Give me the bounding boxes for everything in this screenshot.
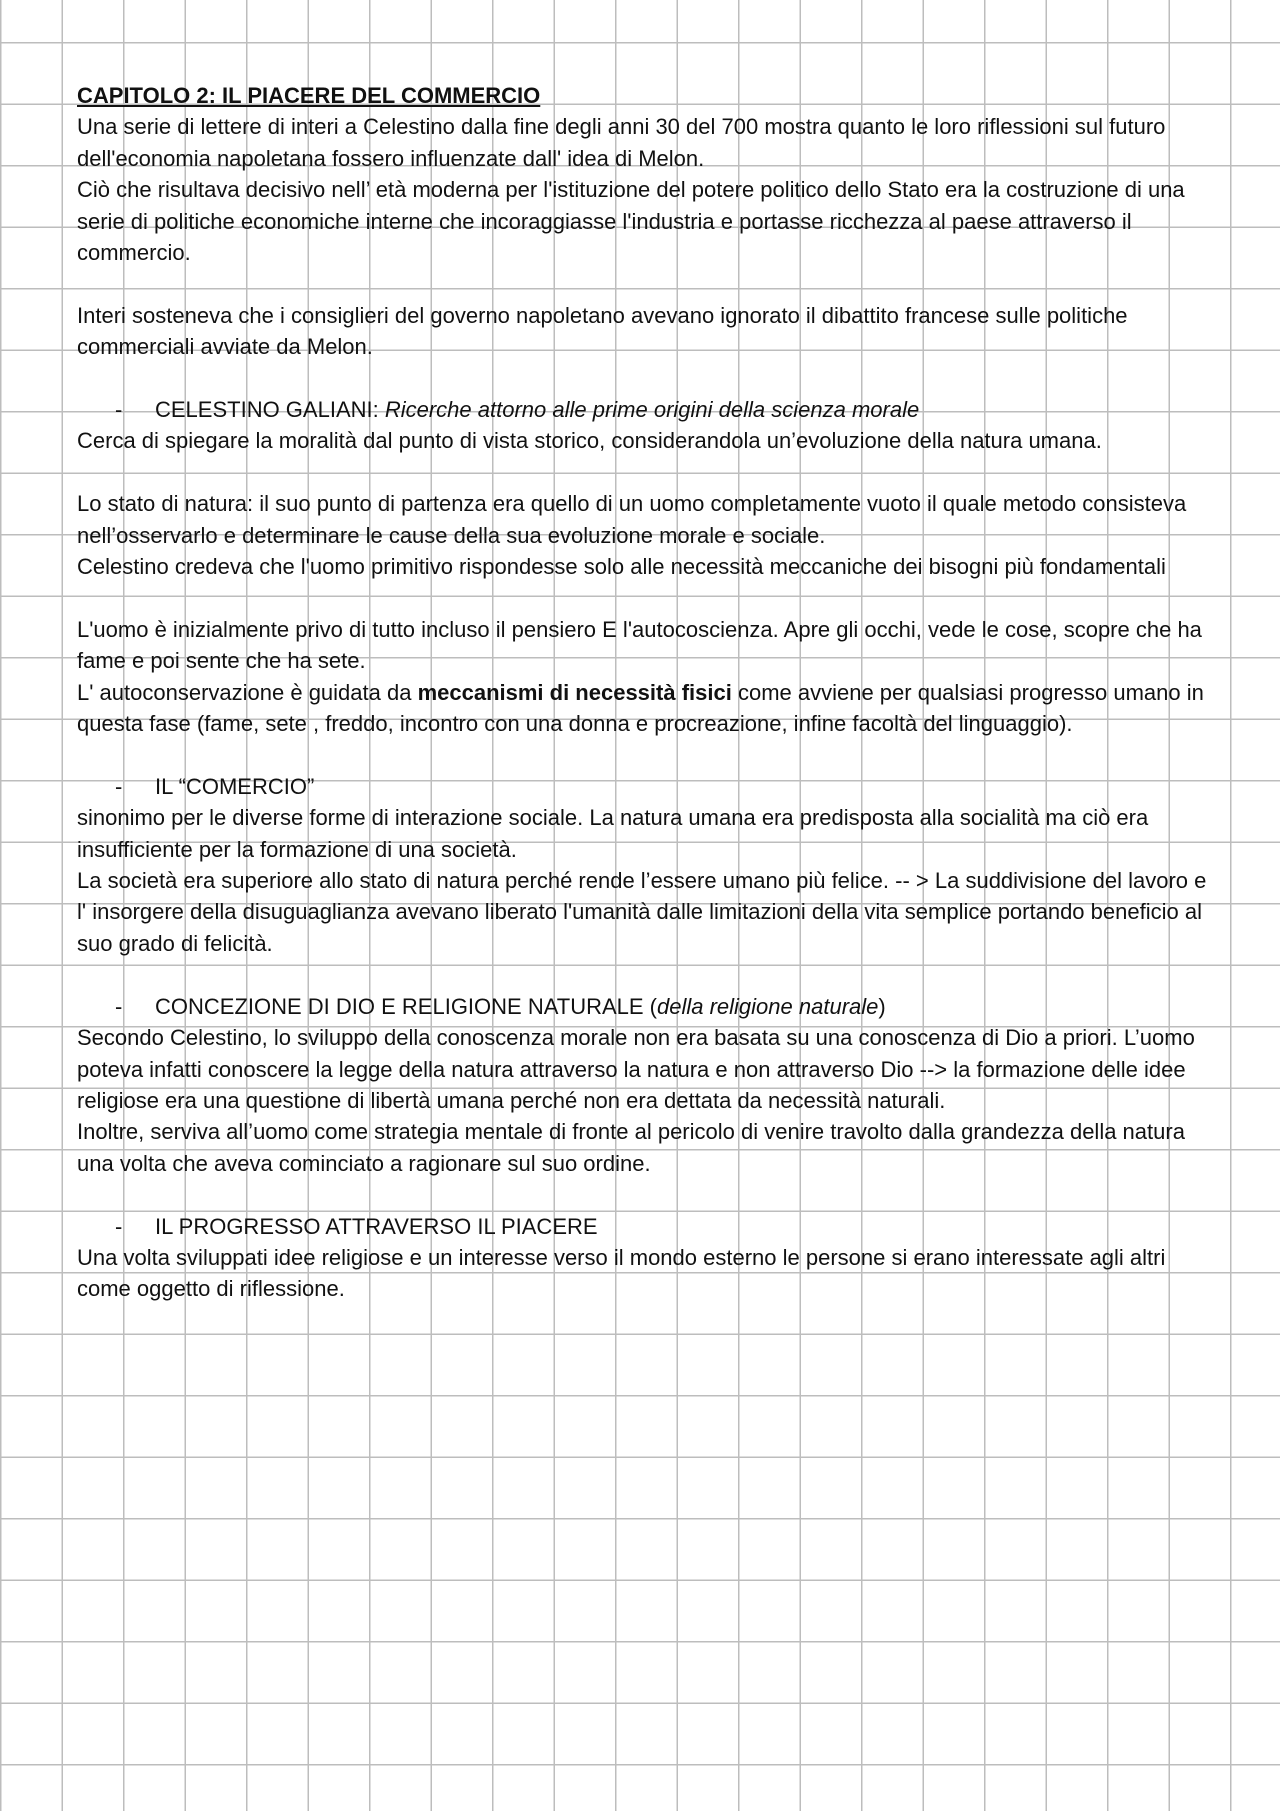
paragraph: sinonimo per le diverse forme di interazione sociale. La natura umana era predisposta alla socialità ma ciò era insufficiente per la formazione di una società. xyxy=(77,805,1149,862)
document-page xyxy=(77,80,1217,1305)
blank-line xyxy=(77,582,1217,613)
bullet-label: IL “COMERCIO” xyxy=(155,773,315,799)
bullet-heading xyxy=(77,771,1217,802)
paragraph: Secondo Celestino, lo sviluppo della conoscenza morale non era basata su una conoscenza di Dio a priori. L’uomo poteva infatti conoscere la legge della natura attraverso la natura e non attraverso Dio --> la formazione delle idee religiose era una questione di libertà umana perché non era dettata da necessità naturali. xyxy=(77,1025,1195,1113)
bullet-dash: - xyxy=(115,993,123,1019)
blank-line xyxy=(77,739,1217,770)
paragraph: Una volta sviluppati idee religiose e un interesse verso il mondo esterno le persone si erano interessate agli altri come oggetto di riflessione. xyxy=(77,1244,1166,1302)
bullet-italic-title: Ricerche attorno alle prime origini della scienza morale xyxy=(384,397,920,423)
paragraph xyxy=(77,677,1217,740)
blank-line xyxy=(77,363,1217,394)
paragraph: Inoltre, serviva all’uomo come strategia mentale di fronte al pericolo di venire travolto dalla grandezza della natura una volta che aveva cominciato a ragionare sul suo ordine. xyxy=(77,1119,1185,1176)
bullet-dash: - xyxy=(115,1213,123,1239)
bold-phrase: meccanismi di necessità fisici xyxy=(417,679,732,705)
bullet-heading xyxy=(77,394,1217,425)
bullet-dash: - xyxy=(115,773,123,799)
chapter-title: CAPITOLO 2: IL PIACERE DEL COMMERCIO xyxy=(77,83,541,108)
blank-line xyxy=(77,268,1217,299)
paragraph: Lo stato di natura: il suo punto di partenza era quello di un uomo completamente vuoto il quale metodo consisteva nell’osservarlo e determinare le cause della sua evoluzione morale e sociale. xyxy=(77,491,1187,548)
bullet-heading xyxy=(77,1211,1217,1242)
bullet-italic-title: della religione naturale xyxy=(657,993,879,1019)
paragraph: Una serie di lettere di interi a Celestino dalla fine degli anni 30 del 700 mostra quanto le loro riflessioni sul futuro dell'economia napoletana fossero influenzate dall' idea di Melon. xyxy=(77,114,1166,171)
text-run: come avviene per qualsiasi progresso umano in questa fase (fame, sete , freddo, incontro con una donna e procreazione, infine facoltà del linguaggio). xyxy=(77,679,1204,737)
bullet-label: CONCEZIONE DI DIO E RELIGIONE NATURALE ( xyxy=(155,993,657,1019)
paragraph: La società era superiore allo stato di natura perché rende l’essere umano più felice. -- > La suddivisione del lavoro e l' insorgere della disuguaglianza avevano liberato l'umanità dalle limitazioni della vita semplice portando beneficio al suo grado di felicità. xyxy=(77,868,1207,956)
paragraph: Cerca di spiegare la moralità dal punto di vista storico, considerandola un’evoluzione della natura umana. xyxy=(77,428,1102,454)
bullet-dash: - xyxy=(115,397,123,423)
paragraph: Ciò che risultava decisivo nell’ età moderna per l'istituzione del potere politico dello Stato era la costruzione di una serie di politiche economiche interne che incoraggiasse l'industria e portasse ricchezza al paese attraverso il commercio. xyxy=(77,177,1185,266)
bullet-label: IL PROGRESSO ATTRAVERSO IL PIACERE xyxy=(155,1213,598,1239)
text-run: L' autoconservazione è guidata da xyxy=(77,679,418,705)
bullet-label-end: ) xyxy=(878,993,886,1019)
blank-line xyxy=(77,457,1217,488)
bullet-heading xyxy=(77,991,1217,1022)
bullet-label: CELESTINO GALIANI: xyxy=(155,397,385,423)
paragraph: Interi sosteneva che i consiglieri del governo napoletano avevano ignorato il dibattito francese sulle politiche commerciali avviate da Melon. xyxy=(77,302,1128,360)
blank-line xyxy=(77,959,1217,990)
blank-line xyxy=(77,1179,1217,1210)
paragraph: Celestino credeva che l'uomo primitivo rispondesse solo alle necessità meccaniche dei bisogni più fondamentali xyxy=(77,554,1166,580)
paragraph: L'uomo è inizialmente privo di tutto incluso il pensiero E l'autocoscienza. Apre gli occhi, vede le cose, scopre che ha fame e poi sente che ha sete. xyxy=(77,616,1202,674)
